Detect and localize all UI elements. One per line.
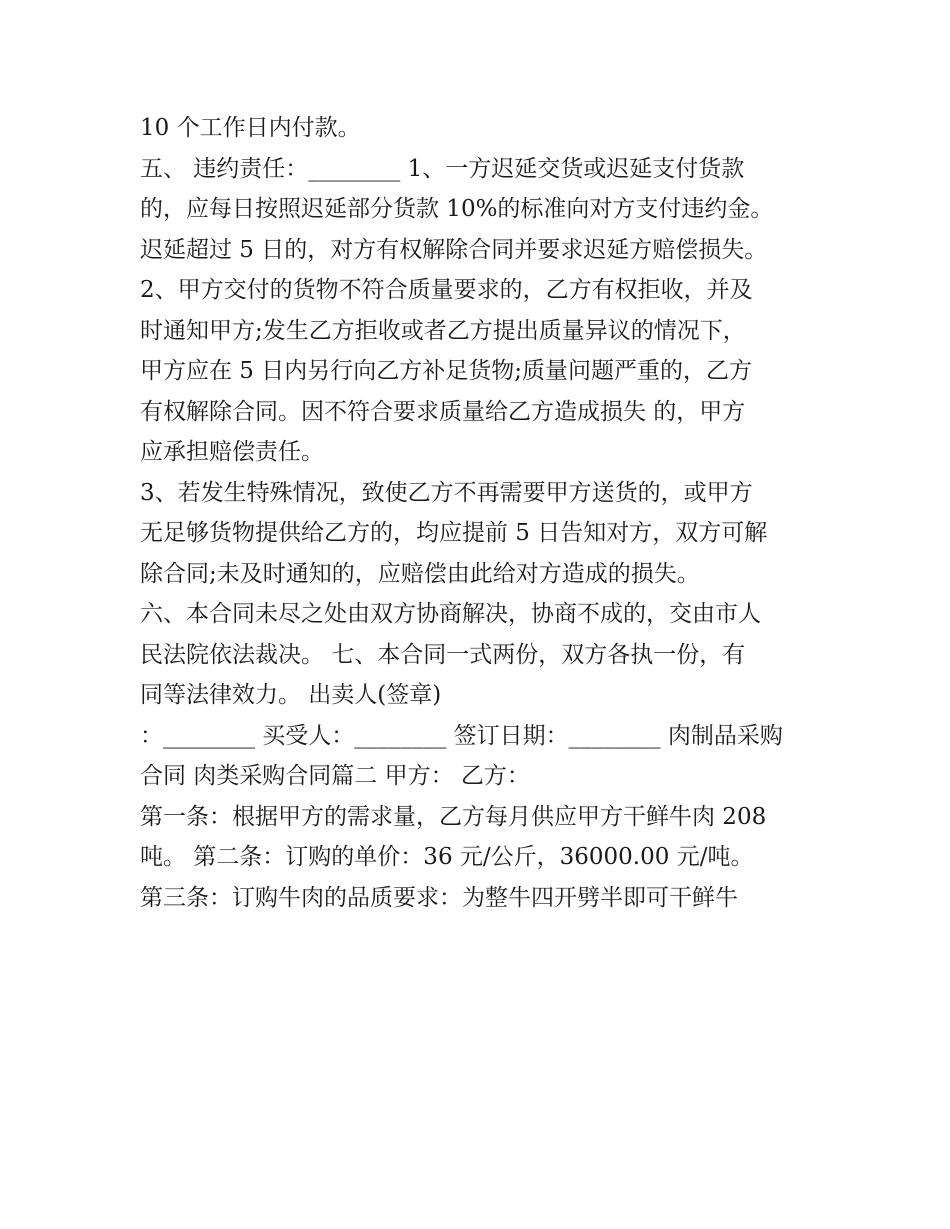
text-line: 的，应每日按照迟延部分货款 10%的标准向对方支付违约金。 (140, 196, 774, 222)
text-line: 除合同;未及时通知的，应赔偿由此给对方造成的损失。 (140, 560, 700, 587)
text-line: ：________ 买受人：________ 签订日期：________ 肉制品采购 (140, 722, 783, 749)
text-line: 合同 肉类采购合同篇二 甲方： 乙方： (140, 763, 530, 789)
text-line: 无足够货物提供给乙方的，均应提前 5 日告知对方，双方可解 (140, 520, 768, 546)
text-line: 迟延超过 5 日的，对方有权解除合同并要求迟延方赔偿损失。 (140, 236, 768, 263)
text-line: 甲方应在 5 日内另行向乙方补足货物;质量问题严重的，乙方 (140, 358, 753, 384)
contract-text (140, 108, 830, 918)
text-line: 吨。 第二条：订购的单价：36 元/公斤，36000.00 元/吨。 (140, 844, 754, 870)
text-line: 六、本合同未尽之处由双方协商解决，协商不成的，交由市人 (140, 601, 761, 627)
text-line: 第一条：根据甲方的需求量，乙方每月供应甲方干鲜牛肉 208 (140, 803, 767, 830)
text-line: 2、甲方交付的货物不符合质量要求的，乙方有权拒收，并及 (140, 277, 753, 303)
text-line: 第三条：订购牛肉的品质要求：为整牛四开劈半即可干鲜牛 (140, 884, 738, 911)
text-line: 同等法律效力。 出卖人(签章) (140, 682, 442, 708)
text-line: 10 个工作日内付款。 (140, 115, 361, 141)
text-line: 有权解除合同。因不符合要求质量给乙方造成损失 的，甲方 (140, 398, 746, 425)
text-line: 民法院依法裁决。 七、本合同一式两份，双方各执一份，有 (140, 641, 746, 668)
text-line: 时通知甲方;发生乙方拒收或者乙方提出质量异议的情况下， (140, 317, 746, 344)
text-line: 应承担赔偿责任。 (140, 439, 324, 465)
text-line: 五、 违约责任：________ 1、一方迟延交货或迟延支付货款 (140, 155, 745, 182)
text-line: 3、若发生特殊情况，致使乙方不再需要甲方送货的，或甲方 (140, 479, 753, 506)
